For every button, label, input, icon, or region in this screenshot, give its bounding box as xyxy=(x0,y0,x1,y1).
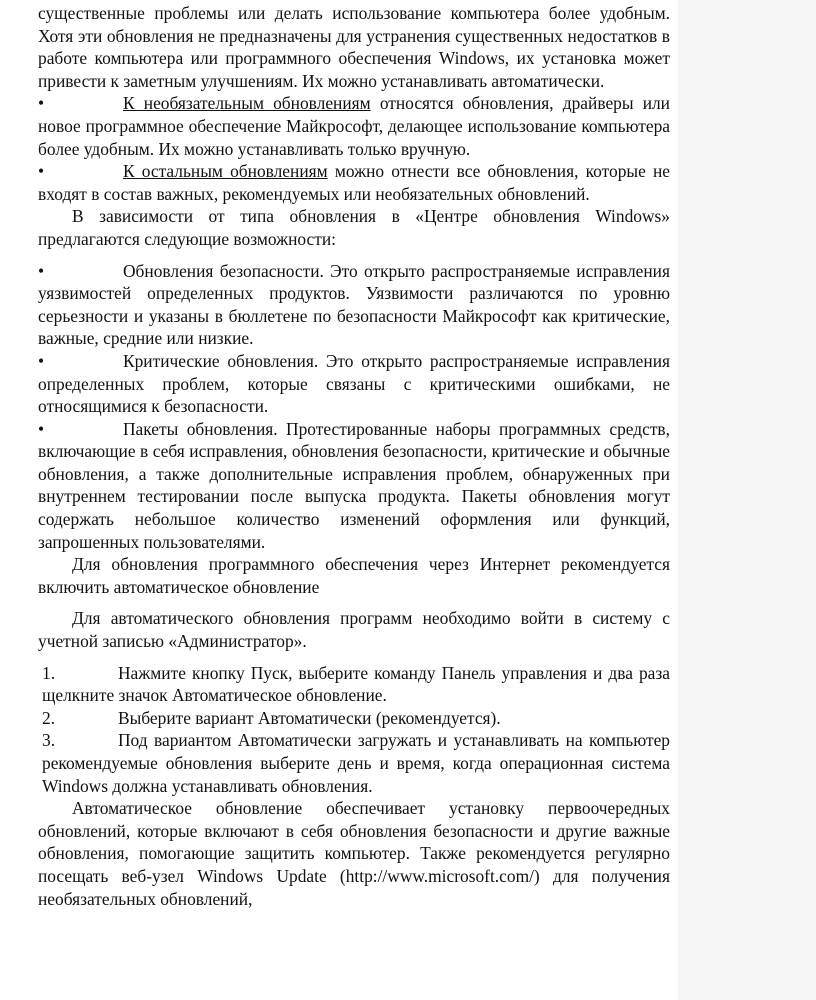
step-text: Под вариантом Автоматически загружать и устанавливать на компьютер рекомендуемые обновления выберите день и время, когда операционная система Windows должна устанавливать обновления. xyxy=(42,730,670,796)
bullet-optional-updates xyxy=(38,92,670,160)
step-text: Выберите вариант Автоматически (рекомендуется). xyxy=(118,707,501,728)
bullet-marker: • xyxy=(38,161,45,182)
term-optional-updates: К необязательным обновлениям xyxy=(123,93,371,114)
bullet-text: Критические обновления. Это открыто распространяемые исправления определенных проблем, которые связаны с критическими ошибками, не относящимися к безопасности. xyxy=(38,350,670,417)
bullet-text: Обновления безопасности. Это открыто распространяемые исправления уязвимостей определенных продуктов. Уязвимости различаются по уровню серьезности и указаны в бюллетене по безопасности Майкрософт как критические, важные, средние или низкие. xyxy=(38,260,670,349)
bullet-marker: • xyxy=(38,350,45,371)
bullet-marker: • xyxy=(38,418,45,439)
bullet-marker: • xyxy=(38,93,45,114)
paragraph-auto-update-summary: Автоматическое обновление обеспечивает установку первоочередных обновлений, которые включают в себя обновления безопасности и другие важные обновления, помогающие защитить компьютер. Также рекомендуется регулярно посещать веб-узел Windows Update (http://www.microsoft.com/) для получения необязательных обновлений, xyxy=(38,798,670,909)
paragraph-update-types: В зависимости от типа обновления в «Центре обновления Windows» предлагаются следующие возможности: xyxy=(38,206,670,249)
bullet-critical-updates xyxy=(38,350,670,418)
step-2 xyxy=(38,707,670,730)
term-other-updates: К остальным обновлениям xyxy=(123,161,328,182)
bullet-marker: • xyxy=(38,260,45,281)
paragraph-admin-login: Для автоматического обновления программ необходимо войти в систему с учетной записью «Администратор». xyxy=(38,608,670,652)
bullet-service-packs xyxy=(38,418,670,554)
step-number: 2. xyxy=(42,707,56,728)
document-page xyxy=(38,2,670,910)
step-1 xyxy=(38,662,670,707)
bullet-text: можно отнести все обновления, которые не входят в состав важных, рекомендуемых или необязательных обновлений. xyxy=(38,161,670,204)
bullet-other-updates xyxy=(38,160,670,205)
paragraph-intro: существенные проблемы или делать использование компьютера более удобным. Хотя эти обновления не предназначены для устранения существенных недостатков в работе компьютера или программного обеспечения Windows, их установка может привести к заметным улучшениям. Их можно устанавливать автоматически. xyxy=(38,3,670,91)
step-number: 3. xyxy=(42,730,56,751)
paragraph-internet-updates: Для обновления программного обеспечения через Интернет рекомендуется включить автоматическое обновление xyxy=(38,554,670,597)
bullet-text: относятся обновления, драйверы или новое программное обеспечение Майкрософт, делающее использование компьютера более удобным. Их можно устанавливать только вручную. xyxy=(38,93,670,159)
bullet-security-updates xyxy=(38,260,670,350)
bullet-text: Пакеты обновления. Протестированные наборы программных средств, включающие в себя исправления, обновления безопасности, критические и обычные обновления, а также дополнительные исправления проблем, обнаруженных при внутреннем тестировании после выпуска продукта. Пакеты обновления могут содержать небольшое количество изменений оформления или функций, запрошенных пользователями. xyxy=(38,418,670,552)
step-number: 1. xyxy=(42,662,56,683)
step-3 xyxy=(38,729,670,797)
right-margin-strip xyxy=(678,0,816,1000)
step-text: Нажмите кнопку Пуск, выберите команду Панель управления и два раза щелкните значок Автоматическое обновление. xyxy=(42,662,670,706)
